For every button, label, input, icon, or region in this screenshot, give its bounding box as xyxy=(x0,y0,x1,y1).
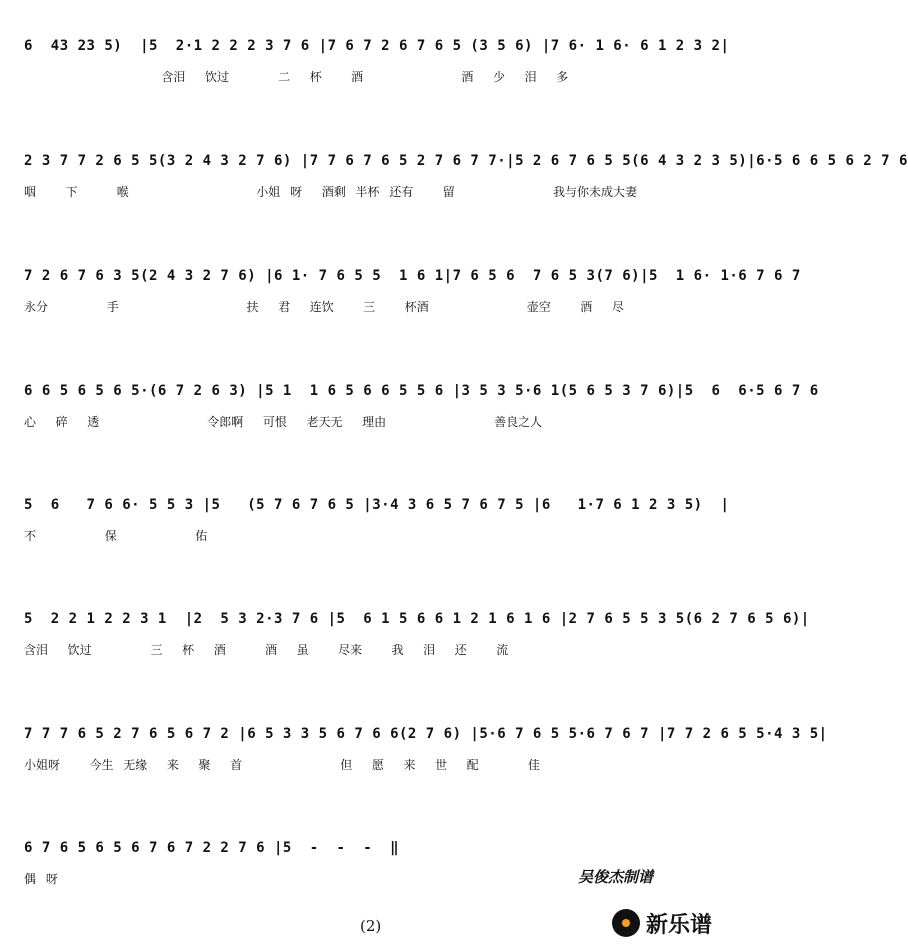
lyrics-line: 偶 呀 xyxy=(24,872,58,886)
lyrics-line: 咽 下 喉 小姐 呀 酒剩 半杯 还有 留 我与你未成大妻 xyxy=(24,185,637,199)
lyrics-line: 含泪 饮过 二 杯 酒 酒 少 泪 多 xyxy=(24,70,569,84)
lyrics-line: 小姐呀 今生 无缘 来 聚 首 但 愿 来 世 配 佳 xyxy=(24,758,540,772)
notation-line: 7 7 7 6 5 2 7 6 5 6 7 2 |6 5 3 3 5 6 7 6 6(2 7 6) |5·6 7 6 5 5·6 7 6 7 |7 7 2 6 5 5·4 3 5| xyxy=(24,726,828,742)
lyrics-line: 永分 手 扶 君 连饮 三 杯酒 壶空 酒 尽 xyxy=(24,300,624,314)
lyrics-line: 心 碎 透 令郎啊 可恨 老天无 理由 善良之人 xyxy=(24,415,543,429)
site-logo xyxy=(612,906,712,940)
lyrics-line: 含泪 饮过 三 杯 酒 酒 虽 尽来 我 泪 还 流 xyxy=(24,643,509,657)
lyrics-line: 不 保 佑 xyxy=(24,529,208,543)
page-number: (2) xyxy=(360,917,382,935)
logo-text: 新乐谱 xyxy=(646,912,713,938)
arranger-credit: 吴俊杰制谱 xyxy=(578,868,654,886)
notation-line: 5 2 2 1 2 2 3 1 |2 5 3 2·3 7 6 |5 6 1 5 6 6 1 2 1 6 1 6 |2 7 6 5 5 3 5(6 2 7 6 5 6)| xyxy=(24,611,810,627)
notation-line: 6 7 6 5 6 5 6 7 6 7 2 2 7 6 |5 - - - ‖ xyxy=(24,840,400,856)
record-disc-icon xyxy=(612,909,640,937)
notation-line: 2 3 7 7 2 6 5 5(3 2 4 3 2 7 6) |7 7 6 7 6 5 2 7 6 7 7·|5 2 6 7 6 5 5(6 4 3 2 3 5)|6·5 6 6 5 6 2 7 6 xyxy=(24,153,908,169)
notation-line: 7 2 6 7 6 3 5(2 4 3 2 7 6) |6 1· 7 6 5 5 1 6 1|7 6 5 6 7 6 5 3(7 6)|5 1 6· 1·6 7 6 7 xyxy=(24,268,801,284)
notation-line: 5 6 7 6 6· 5 5 3 |5 (5 7 6 7 6 5 |3·4 3 6 5 7 6 7 5 |6 1·7 6 1 2 3 5) | xyxy=(24,497,730,513)
notation-line: 6 6 5 6 5 6 5·(6 7 2 6 3) |5 1 1 6 5 6 6 5 5 6 |3 5 3 5·6 1(5 6 5 3 7 6)|5 6 6·5 6 7 6 xyxy=(24,383,819,399)
notation-line: 6 43 23 5) |5 2·1 2 2 2 3 7 6 |7 6 7 2 6 7 6 5 (3 5 6) |7 6· 1 6· 6 1 2 3 2| xyxy=(24,38,730,54)
